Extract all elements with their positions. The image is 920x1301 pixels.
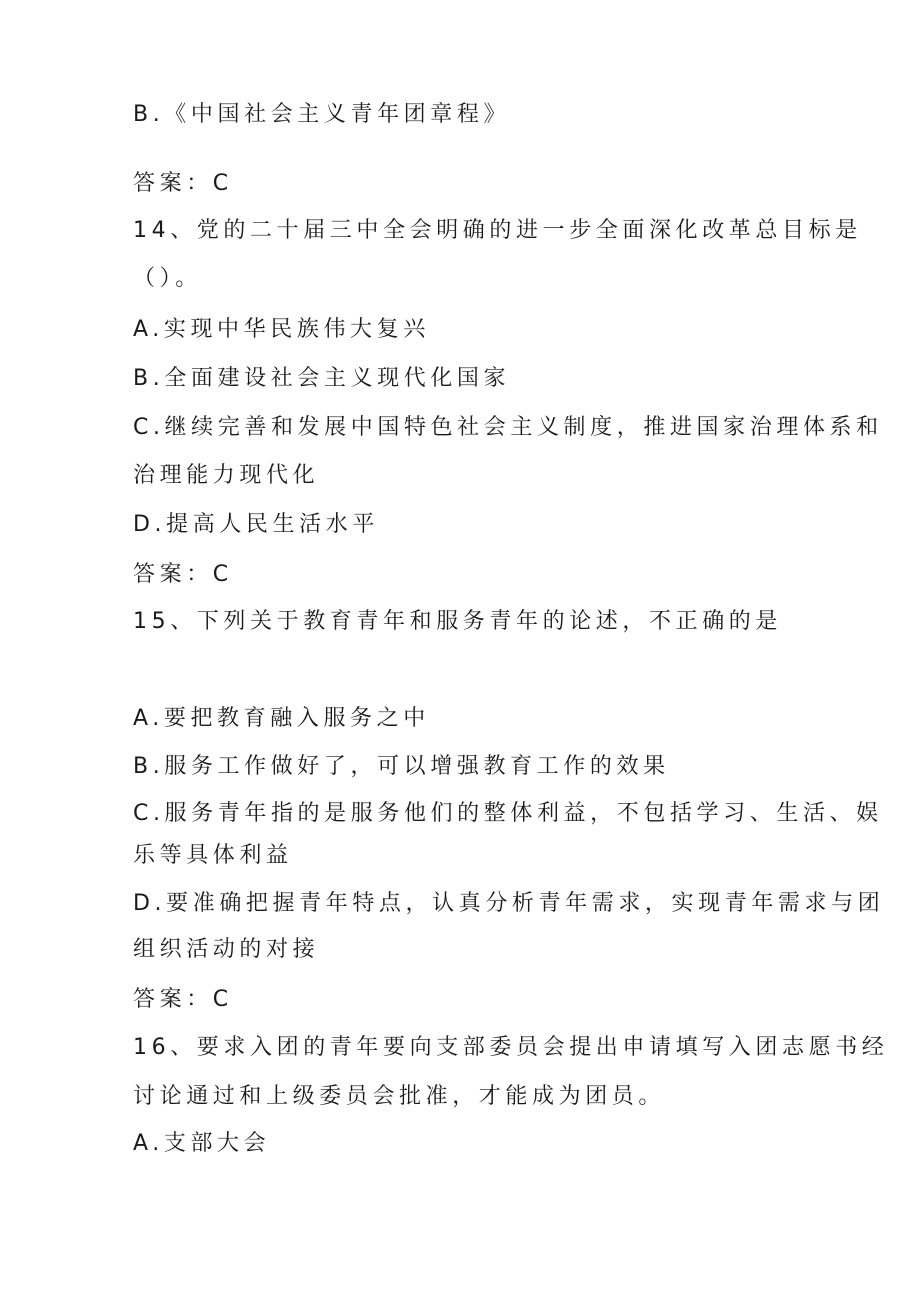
text-line: 答案：C bbox=[133, 171, 233, 196]
text-line: C.继续完善和发展中国特色社会主义制度，推进国家治理体系和 bbox=[133, 415, 883, 440]
text-line: B.《中国社会主义青年团章程》 bbox=[133, 102, 511, 127]
text-line: A.要把教育融入服务之中 bbox=[133, 706, 430, 731]
text-line: 答案：C bbox=[133, 987, 233, 1012]
text-line: 14、党的二十届三中全会明确的进一步全面深化改革总目标是 bbox=[133, 218, 862, 243]
text-line: B.全面建设社会主义现代化国家 bbox=[133, 366, 511, 391]
text-line: 15、下列关于教育青年和服务青年的论述，不正确的是 bbox=[133, 609, 782, 634]
text-line: A.实现中华民族伟大复兴 bbox=[133, 317, 430, 342]
text-line: 讨论通过和上级委员会批准，才能成为团员。 bbox=[133, 1084, 666, 1109]
text-line: （）。 bbox=[133, 266, 202, 291]
text-line: D.要准确把握青年特点，认真分析青年需求，实现青年需求与团 bbox=[133, 891, 885, 916]
text-line: A.支部大会 bbox=[133, 1131, 271, 1156]
text-line: 组织活动的对接 bbox=[133, 937, 320, 962]
text-line: D.提高人民生活水平 bbox=[133, 512, 379, 537]
text-line: 治理能力现代化 bbox=[133, 463, 320, 488]
text-line: C.服务青年指的是服务他们的整体利益，不包括学习、生活、娱 bbox=[133, 801, 883, 826]
text-line: B.服务工作做好了，可以增强教育工作的效果 bbox=[133, 754, 670, 779]
text-line: 答案：C bbox=[133, 562, 233, 587]
text-line: 16、要求入团的青年要向支部委员会提出申请填写入团志愿书经 bbox=[133, 1035, 889, 1060]
text-line: 乐等具体利益 bbox=[133, 843, 293, 868]
